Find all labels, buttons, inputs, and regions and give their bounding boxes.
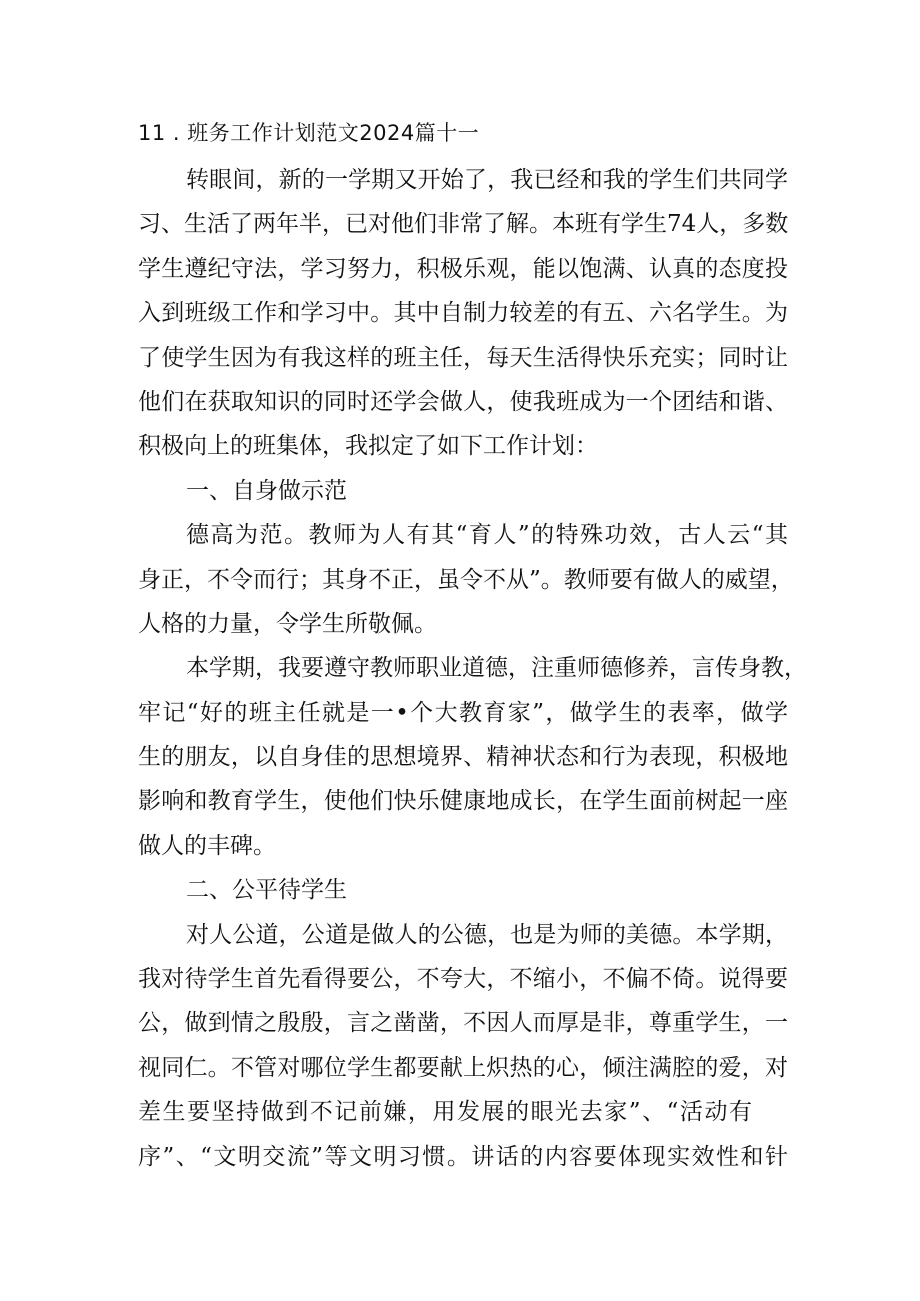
section-heading: 二、公平待学生	[186, 877, 347, 904]
text-line: 影响和教育学生，使他们快乐健康地成长，在学生面前树起一座	[138, 788, 788, 815]
text-line: 公，做到情之殷殷，言之凿凿，不因人而厚是非，尊重学生，一	[138, 1010, 788, 1037]
text-line: 人格的力量，令学生所敬佩。	[138, 610, 437, 637]
text-line: 做人的丰碑。	[138, 832, 276, 859]
text-line: 差生要坚持做到不记前嫌，用发展的眼光去家”、“活动有	[138, 1099, 752, 1126]
text-line: 积极向上的班集体，我拟定了如下工作计划：	[138, 433, 598, 460]
text-line: 视同仁。不管对哪位学生都要献上炽热的心，倾注满腔的爱，对	[138, 1054, 788, 1081]
section-heading: 一、自身做示范	[186, 477, 347, 504]
text-line: 牢记“好的班主任就是一•个大教育家”，做学生的表率，做学	[138, 699, 788, 726]
text-line: 转眼间，新的一学期又开始了，我已经和我的学生们共同学	[186, 167, 788, 193]
text-line: 身正，不令而行；其身不正，虽令不从”。教师要有做人的威望，	[138, 566, 794, 593]
text-line: 入到班级工作和学习中。其中自制力较差的有五、六名学生。为	[138, 300, 788, 327]
text-line: 德高为范。教师为人有其“育人”的特殊功效，古人云“其	[186, 522, 788, 549]
text-line: 习、生活了两年半，已对他们非常了解。本班有学生74人，多数	[138, 211, 789, 238]
text-line: 生的朋友，以自身佳的思想境界、精神状态和行为表现，积极地	[138, 744, 788, 771]
text-line: 我对待学生首先看得要公，不夸大，不缩小，不偏不倚。说得要	[138, 966, 788, 993]
text-line: 本学期，我要遵守教师职业道德，注重师德修养，言传身教，	[186, 655, 807, 682]
document-title: 11 . 班务工作计划范文2024篇十一	[138, 121, 480, 145]
text-line: 序”、“文明交流”等文明习惯。讲话的内容要体现实效性和针	[138, 1143, 788, 1170]
text-line: 学生遵纪守法，学习努力，积极乐观，能以饱满、认真的态度投	[138, 255, 788, 282]
text-line: 了使学生因为有我这样的班主任，每天生活得快乐充实；同时让	[138, 344, 788, 371]
text-line: 他们在获取知识的同时还学会做人，使我班成为一个团结和谐、	[138, 388, 788, 415]
text-line: 对人公道，公道是做人的公德，也是为师的美德。本学期，	[186, 921, 788, 948]
document-body	[138, 114, 807, 1179]
